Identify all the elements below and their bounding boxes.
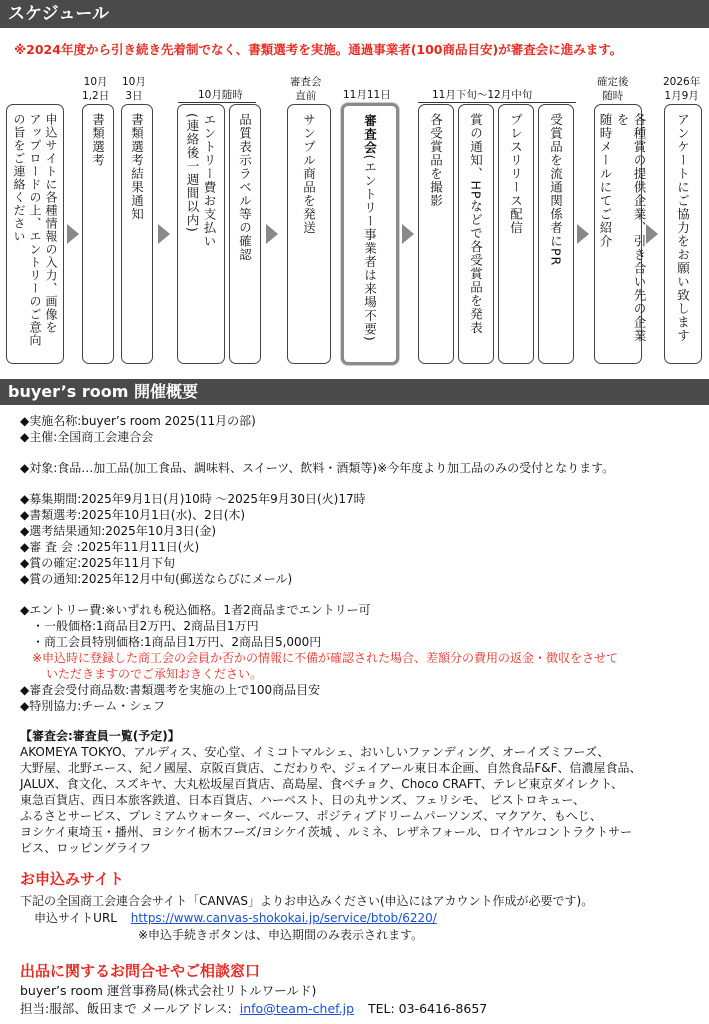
overview-header	[0, 379, 709, 405]
label-oct-3: 10月 3日	[122, 76, 146, 102]
step-screening	[82, 104, 114, 364]
step-notify	[458, 104, 494, 364]
judges-line: ヨシケイ東埼玉・播州、ヨシケイ栃木フーズ/ヨシケイ茨城 、ルミネ、レザネフォール、ロイヤルコントラクトサー	[20, 825, 633, 839]
label-nov-11: 11月11日	[343, 89, 391, 101]
contact-tel: TEL: 03-6416-8657	[368, 1001, 488, 1016]
contact-org: buyer’s room 運営事務局(株式会社リトルワールド)	[20, 983, 317, 998]
label-late-nov: 11月下旬〜12月中旬	[432, 89, 533, 101]
label-2026: 2026年 1月9月	[663, 76, 701, 102]
step-payment-text: エントリー費お支払い (連絡後一週間以内)	[185, 113, 217, 248]
apply-url-row	[34, 910, 437, 926]
apply-desc: 下記の全国商工会連合会サイト「CANVAS」よりお申込みください(申込にはアカウント作成が必要です)。	[20, 894, 594, 908]
ov-award-fix: ◆賞の確定:2025年11月下旬	[20, 556, 176, 570]
arrow-right-icon	[67, 224, 79, 244]
step-survey-text: アンケートにご協力をお願い致します	[675, 113, 691, 343]
step-intro	[594, 104, 647, 364]
label-after: 確定後 随時	[597, 76, 629, 102]
contact-person: 担当:服部、飯田まで メールアドレス:	[20, 1001, 232, 1016]
judges-line: ビス、ロッピングライフ	[20, 841, 152, 855]
bracket-oct	[178, 102, 256, 103]
step-result-text: 書類選考結果通知	[129, 113, 145, 221]
ov-screening: ◆書類選考:2025年10月1日(水)、2日(木)	[20, 508, 246, 522]
judges-line: ふるさとサービス、プレミアムウォーター、ベルーフ、ポジティブドリームパーソンズ、マクアケ、もへじ、	[20, 809, 602, 823]
contact-email-link[interactable]: info@team-chef.jp	[239, 1001, 355, 1016]
ov-cooperation: ◆特別協力:チーム・シェフ	[20, 699, 166, 713]
contact-title: 出品に関するお問合せやご相談窓口	[20, 962, 261, 980]
judges-line: AKOMEYA TOKYO、アルディス、安心堂、イミコトマルシェ、おいしいファンディング、オーイズミフーズ、	[20, 745, 610, 759]
schedule-notice: ※2024年度から引き続き先着制でなく、書類選考を実施。通過事業者(100商品目安)が審査会に進みます。	[14, 42, 623, 57]
step-payment	[177, 104, 225, 364]
apply-url-link[interactable]: https://www.canvas-shokokai.jp/service/btob/6220/	[130, 911, 437, 925]
step-photo	[418, 104, 454, 364]
step-sample-text: サンプル商品を発送	[301, 113, 317, 235]
ov-warning-1: ※申込時に登録した商工会の会員か否かの情報に不備が確認された場合、差額分の費用の返金・徴収をさせて	[32, 651, 619, 665]
step-judging-rest: (エントリー事業者は来場不要)	[362, 154, 378, 342]
arrow-right-icon	[266, 224, 278, 244]
step-press-text: プレスリリース配信	[508, 113, 524, 235]
judges-line: 東急百貨店、西日本旅客鉄道、日本百貨店、ハーベスト、日の丸サンズ、フェリシモ、 ピストロキュー、	[20, 793, 585, 807]
step-sample	[287, 104, 331, 364]
ov-fee: ◆エントリー費:※いずれも税込価格。1者2商品までエントリー可	[20, 603, 371, 617]
step-press	[498, 104, 534, 364]
ov-count: ◆審査会受付商品数:書類選考を実施の上で100商品目安	[20, 683, 321, 697]
step-apply	[6, 104, 64, 364]
arrow-right-icon	[577, 224, 589, 244]
apply-note: ※申込手続きボタンは、申込期間のみ表示されます。	[138, 928, 424, 942]
step-screening-text: 書類選考	[90, 113, 106, 167]
label-oct-1-2: 10月 1,2日	[82, 76, 110, 102]
ov-award-notice: ◆賞の通知:2025年12月中旬(郵送ならびにメール)	[20, 572, 293, 586]
step-pr-text: 受賞品を流通関係者にPR	[548, 113, 564, 267]
judges-title: 【審査会:審査員一覧(予定)】	[20, 729, 180, 743]
step-photo-text: 各受賞品を撮影	[428, 113, 444, 208]
ov-warning-2: いただきますのでご承知おきください。	[46, 667, 263, 681]
apply-title: お申込みサイト	[20, 870, 124, 888]
ov-fee-member: ・商工会員特別価格:1商品目1万円、2商品目5,000円	[32, 635, 322, 649]
step-result	[121, 104, 153, 364]
overview-title: buyer’s room 開催概要	[8, 382, 198, 401]
bracket-late	[418, 102, 576, 103]
ov-result: ◆選考結果通知:2025年10月3日(金)	[20, 524, 217, 538]
ov-judging: ◆審 査 会 :2025年11月11日(火)	[20, 540, 200, 554]
schedule-title: スケジュール	[8, 4, 109, 24]
step-intro-text: 各種賞の提供企業、引き合い先の企業を 随時メールにてご紹介	[598, 113, 647, 343]
step-label-check	[229, 104, 261, 364]
schedule-header	[0, 0, 709, 28]
ov-fee-general: ・一般価格:1商品目2万円、2商品目1万円	[32, 619, 259, 633]
judges-line: JALUX、食文化、スズキヤ、大丸松坂屋百貨店、高島屋、食べチョク、Choco CRAFT、テレビ東京ダイレクト、	[20, 777, 624, 791]
ov-period: ◆募集期間:2025年9月1日(月)10時 〜2025年9月30日(火)17時	[20, 492, 366, 506]
arrow-right-icon	[158, 224, 170, 244]
arrow-right-icon	[646, 224, 658, 244]
contact-row	[20, 1001, 487, 1017]
step-judging-text	[360, 106, 381, 362]
judges-line: 大野屋、北野エース、紀ノ國屋、京阪百貨店、こだわりや、ジェイアール東日本企画、自然食品F&F、信濃屋食品、	[20, 761, 642, 775]
step-judging-bold: 審査会	[362, 114, 378, 155]
step-notify-text: 賞の通知、HPなどで各受賞品を発表	[468, 113, 484, 335]
step-pr	[538, 104, 574, 364]
step-judging	[341, 103, 399, 365]
label-before: 審査会 直前	[290, 76, 322, 102]
step-apply-text: 申込サイトに各種情報の入力、画像を アップロードの上、エントリーのご意向 の旨をご連絡ください	[12, 113, 58, 347]
step-survey	[664, 104, 702, 364]
step-label-check-text: 品質表示ラベル等の確認	[237, 113, 253, 262]
arrow-right-icon	[402, 224, 414, 244]
ov-host: ◆主催:全国商工会連合会	[20, 430, 154, 444]
apply-url-label: 申込サイトURL	[34, 911, 117, 925]
label-oct-any: 10月随時	[198, 89, 243, 101]
ov-target: ◆対象:食品…加工品(加工食品、調味料、スイーツ、飲料・酒類等)※今年度より加工品のみの受付となります。	[20, 461, 615, 475]
ov-name: ◆実施名称:buyer’s room 2025(11月の部)	[20, 414, 256, 428]
